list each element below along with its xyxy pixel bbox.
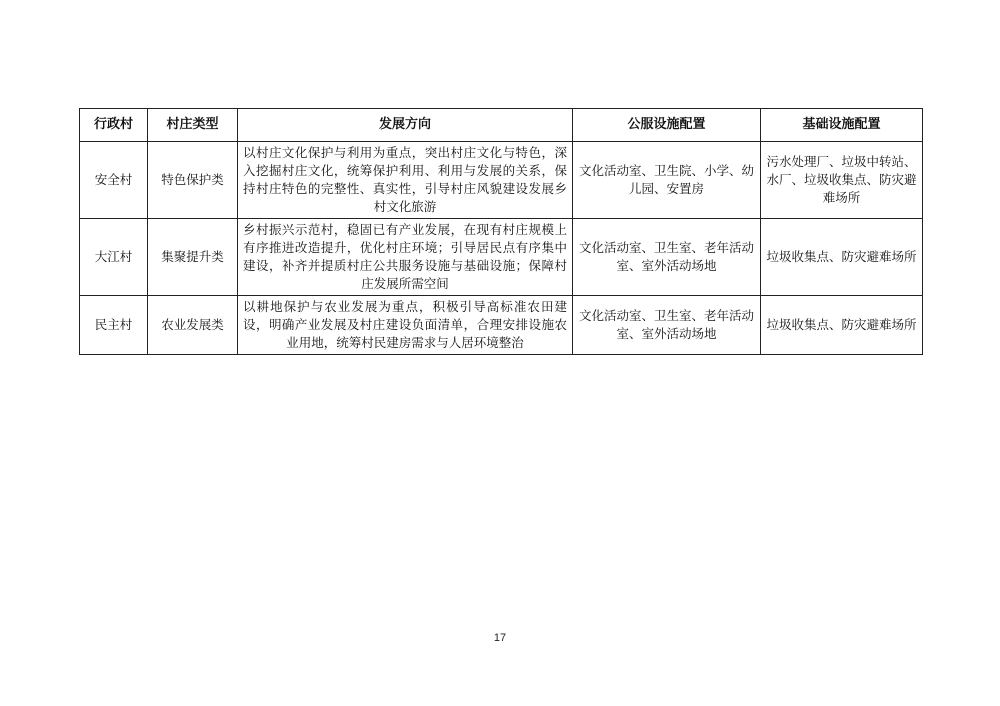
header-village-type: 村庄类型: [148, 109, 238, 142]
table-row: [80, 219, 923, 296]
table-row: [80, 296, 923, 355]
cell-direction: 乡村振兴示范村，稳固已有产业发展，在现有村庄规模上有序推进改造提升，优化村庄环境；引导居民点有序集中建设，补齐并提质村庄公共服务设施与基础设施；保障村庄发展所需空间: [238, 219, 573, 296]
header-public-facilities: 公服设施配置: [573, 109, 761, 142]
cell-infrastructure: 垃圾收集点、防灾避难场所: [761, 296, 923, 355]
cell-public-facilities: 文化活动室、卫生室、老年活动室、室外活动场地: [573, 296, 761, 355]
cell-public-facilities: 文化活动室、卫生院、小学、幼儿园、安置房: [573, 142, 761, 219]
cell-infrastructure: 污水处理厂、垃圾中转站、水厂、垃圾收集点、防灾避难场所: [761, 142, 923, 219]
village-planning-table: [79, 108, 923, 355]
cell-direction: 以耕地保护与农业发展为重点，积极引导高标准农田建设，明确产业发展及村庄建设负面清单，合理安排设施农业用地，统筹村民建房需求与人居环境整治: [238, 296, 573, 355]
page-number: 17: [493, 632, 507, 644]
cell-village-type: 农业发展类: [148, 296, 238, 355]
cell-village: 民主村: [80, 296, 148, 355]
cell-village-type: 集聚提升类: [148, 219, 238, 296]
cell-village: 安全村: [80, 142, 148, 219]
header-village: 行政村: [80, 109, 148, 142]
cell-village-type: 特色保护类: [148, 142, 238, 219]
header-infrastructure: 基础设施配置: [761, 109, 923, 142]
cell-public-facilities: 文化活动室、卫生室、老年活动室、室外活动场地: [573, 219, 761, 296]
cell-infrastructure: 垃圾收集点、防灾避难场所: [761, 219, 923, 296]
cell-village: 大江村: [80, 219, 148, 296]
table-header-row: [80, 109, 923, 142]
header-direction: 发展方向: [238, 109, 573, 142]
table-row: [80, 142, 923, 219]
cell-direction: 以村庄文化保护与利用为重点，突出村庄文化与特色，深入挖掘村庄文化，统筹保护利用、利用与发展的关系，保持村庄特色的完整性、真实性，引导村庄风貌建设发展乡村文化旅游: [238, 142, 573, 219]
